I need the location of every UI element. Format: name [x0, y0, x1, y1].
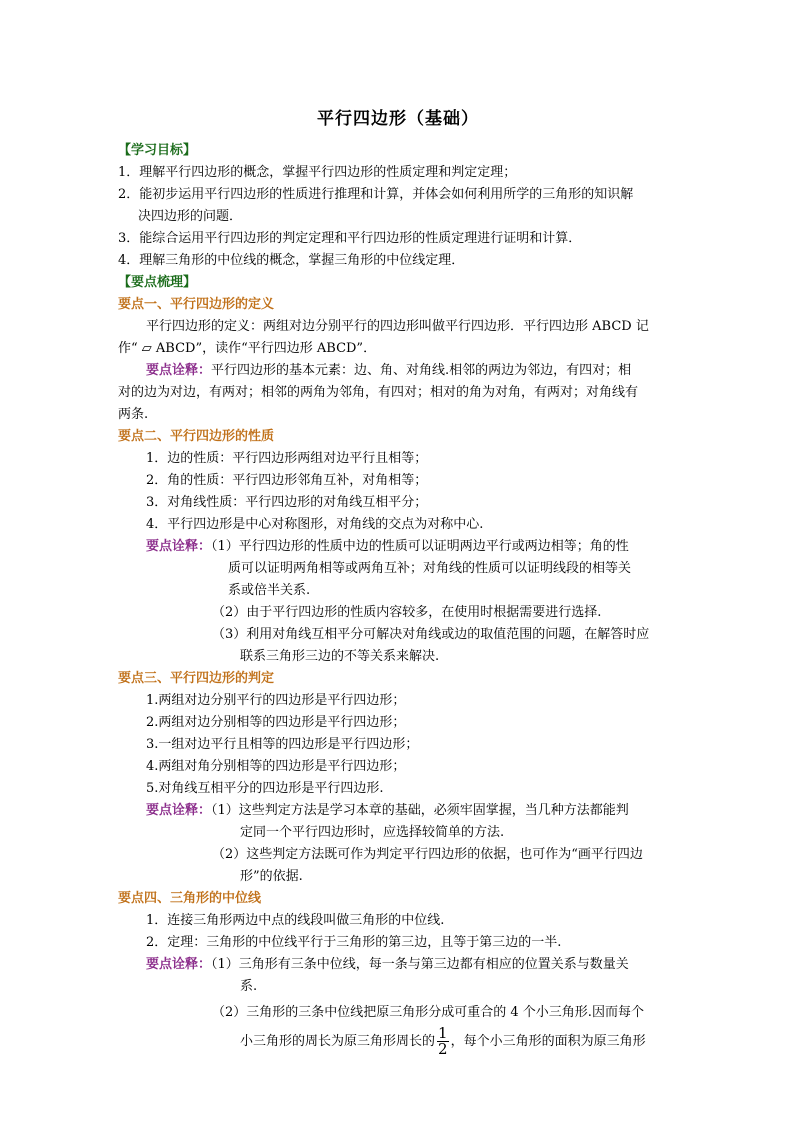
note-line — [118, 360, 678, 382]
fraction-numerator: 1 — [438, 1024, 448, 1042]
point-heading: 要点四、三角形的中位线 — [118, 891, 262, 906]
note-label: 要点诠释： — [146, 363, 212, 378]
note-text: 系. — [240, 979, 258, 994]
note-text: （1）三角形有三条中位线，每一条与第三边都有相应的位置关系与数量关 — [211, 957, 629, 972]
section-heading-points: 【要点梳理】 — [118, 275, 197, 290]
note-text: 系或倍半关系. — [228, 583, 311, 598]
note-text: 形”的依据. — [240, 869, 303, 884]
point-heading: 要点一、平行四边形的定义 — [118, 297, 275, 312]
property-item: 2．角的性质：平行四边形邻角互补，对角相等； — [146, 473, 428, 488]
note-line — [118, 536, 678, 558]
definition-text: 平行四边形的定义：两组对边分别平行的四边形叫做平行四边形．平行四边形 ABCD 记 — [146, 319, 649, 334]
document-page — [118, 100, 678, 1060]
note-line-with-fraction — [118, 1024, 678, 1060]
criterion-item: 1.两组对边分别平行的四边形是平行四边形； — [146, 693, 406, 708]
fraction-denominator: 2 — [438, 1040, 448, 1058]
midline-item: 1．连接三角形两边中点的线段叫做三角形的中位线. — [146, 913, 445, 928]
midline-item: 2．定理：三角形的中位线平行于三角形的第三边，且等于第三边的一半. — [146, 935, 562, 950]
note-text: （1）这些判定方法是学习本章的基础，必须牢固掌握，当几种方法都能判 — [211, 803, 629, 818]
note-label: 要点诠释： — [146, 957, 212, 972]
fraction-one-half — [437, 1026, 449, 1057]
note-text: （3）利用对角线互相平分可解决对角线或边的取值范围的问题，在解答时应 — [212, 627, 650, 642]
section-heading-goals: 【学习目标】 — [118, 143, 197, 158]
criterion-item: 5.对角线互相平分的四边形是平行四边形. — [146, 781, 384, 796]
goal-item: 3．能综合运用平行四边形的判定定理和平行四边形的性质定理进行证明和计算． — [118, 231, 582, 246]
note-text: 平行四边形的基本元素：边、角、对角线.相邻的两边为邻边，有四对；相 — [211, 363, 632, 378]
goal-item: 2．能初步运用平行四边形的性质进行推理和计算，并体会如何利用所学的三角形的知识解 — [118, 187, 634, 202]
note-label: 要点诠释： — [146, 803, 212, 818]
note-line — [118, 800, 678, 822]
criterion-item: 2.两组对边分别相等的四边形是平行四边形； — [146, 715, 406, 730]
definition-text: 作“ ▱ ABCD”，读作“平行四边形 ABCD”． — [118, 341, 377, 356]
note-text: （2）这些判定方法既可作为判定平行四边形的依据，也可作为“画平行四边 — [212, 847, 643, 862]
goal-item-continued: 决四边形的问题． — [138, 209, 243, 224]
property-item: 1．边的性质：平行四边形两组对边平行且相等； — [146, 451, 428, 466]
note-text: 对的边为对边，有两对；相邻的两角为邻角，有四对；相对的角为对角，有两对；对角线有 — [118, 385, 639, 400]
point-heading: 要点三、平行四边形的判定 — [118, 671, 275, 686]
note-line — [118, 954, 678, 976]
note-text: 两条. — [118, 407, 149, 422]
property-item: 4．平行四边形是中心对称图形，对角线的交点为对称中心. — [146, 517, 484, 532]
note-text: 小三角形的周长为原三角形周长的 — [240, 1034, 436, 1049]
note-text: （2）由于平行四边形的性质内容较多，在使用时根据需要进行选择. — [212, 605, 602, 620]
note-text: 联系三角形三边的不等关系来解决. — [240, 649, 440, 664]
note-label: 要点诠释： — [146, 539, 212, 554]
criterion-item: 4.两组对角分别相等的四边形是平行四边形； — [146, 759, 406, 774]
note-text: （1）平行四边形的性质中边的性质可以证明两边平行或两边相等；角的性 — [211, 539, 629, 554]
goal-item: 1．理解平行四边形的概念，掌握平行四边形的性质定理和判定定理； — [118, 165, 517, 180]
note-text: 质可以证明两角相等或两角互补；对角线的性质可以证明线段的相等关 — [228, 561, 632, 576]
criterion-item: 3.一组对边平行且相等的四边形是平行四边形； — [146, 737, 419, 752]
point-heading: 要点二、平行四边形的性质 — [118, 429, 275, 444]
page-title: 平行四边形（基础） — [317, 109, 479, 129]
note-text: ，每个小三角形的面积为原三角形 — [450, 1034, 646, 1049]
note-text: （2）三角形的三条中位线把原三角形分成可重合的 4 个小三角形.因而每个 — [212, 1005, 644, 1020]
note-text: 定同一个平行四边形时，应选择较简单的方法. — [240, 825, 505, 840]
property-item: 3．对角线性质：平行四边形的对角线互相平分； — [146, 495, 428, 510]
goal-item: 4．理解三角形的中位线的概念，掌握三角形的中位线定理． — [118, 253, 465, 268]
